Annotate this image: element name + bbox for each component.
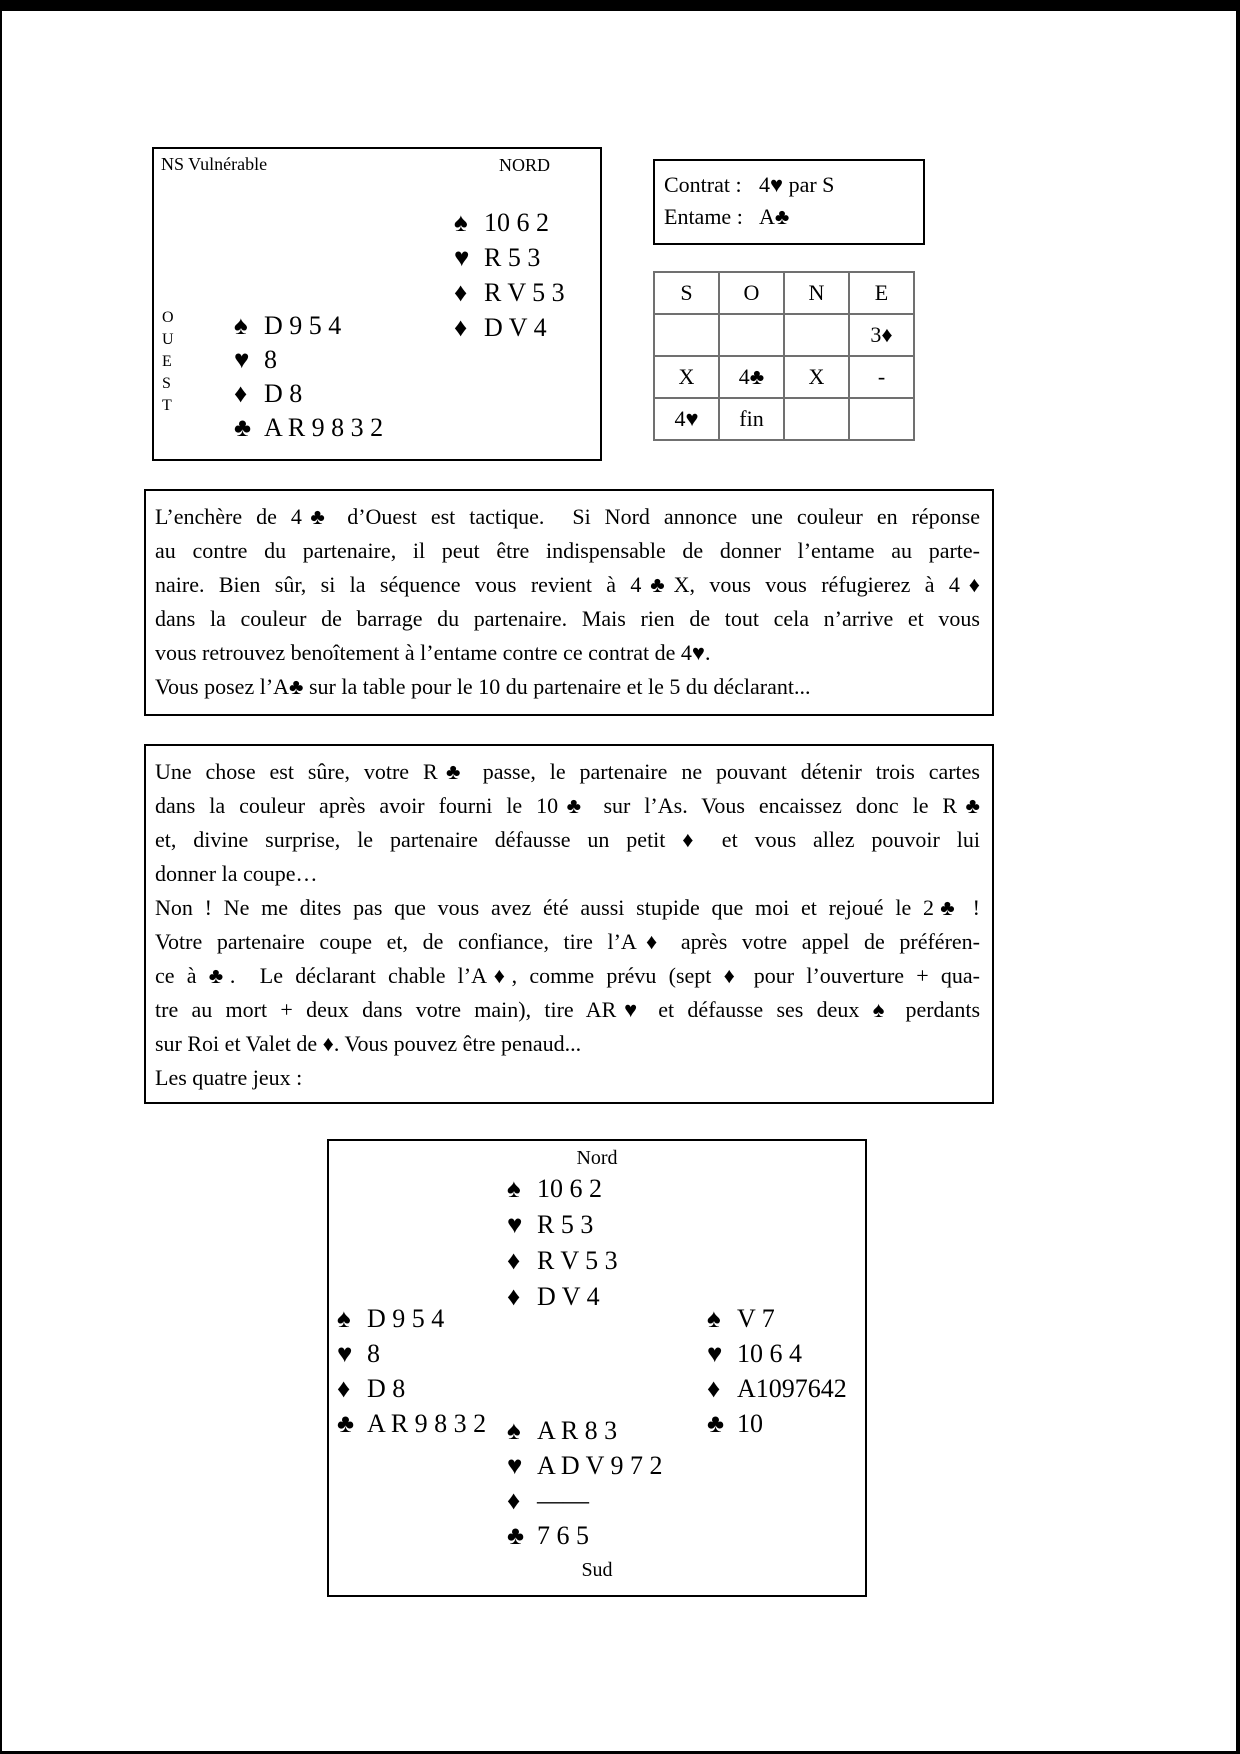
cards-text: R 5 3 — [537, 1210, 594, 1239]
bid-cell: 3♦ — [849, 314, 914, 356]
north-hand — [454, 205, 565, 345]
hand-line — [707, 1406, 847, 1441]
hand-line — [337, 1336, 486, 1371]
cards-text: 10 — [737, 1409, 763, 1438]
text-line: sur Roi et Valet de ♦. Vous pouvez être penaud... — [155, 1031, 582, 1056]
hand-line — [707, 1301, 847, 1336]
text-line: dans la couleur de barrage du partenaire. Mais rien de tout cela n’arrive et vous — [155, 606, 980, 631]
hand-line — [337, 1371, 486, 1406]
club-icon: ♣ — [337, 1409, 355, 1438]
spade-icon: ♠ — [454, 208, 468, 237]
bid-cell: 4♣ — [719, 356, 784, 398]
west-letter: T — [162, 397, 172, 414]
hand-line — [454, 205, 565, 240]
cards-text: A1097642 — [737, 1374, 847, 1403]
cards-text: R 5 3 — [484, 243, 541, 272]
club-icon: ♣ — [507, 1521, 525, 1550]
text-line: dans la couleur après avoir fourni le 10♣ sur l’As. Vous encaissez donc le R♣ — [155, 793, 980, 818]
text-line: Votre partenaire coupe et, de confiance, tire l’A♦ après votre appel de préféren- — [155, 929, 980, 954]
hand-line — [507, 1448, 662, 1483]
bidding-row — [654, 314, 914, 356]
hand-line — [507, 1483, 662, 1518]
heart-icon: ♥ — [507, 1451, 523, 1480]
text-line: vous retrouvez benoîtement à l’entame contre ce contrat de 4♥. — [155, 640, 711, 665]
bid-cell — [654, 314, 719, 356]
bid-cell: X — [784, 356, 849, 398]
hand-line — [507, 1279, 618, 1315]
hand-line — [234, 309, 383, 343]
bid-cell — [784, 398, 849, 440]
spade-icon: ♠ — [507, 1416, 521, 1445]
deal-south-label: Sud — [581, 1559, 613, 1581]
bid-header-north: N — [784, 272, 849, 314]
text-line: naire. Bien sûr, si la séquence vous revient à 4♣X, vous vous réfugierez à 4♦ — [155, 572, 980, 597]
heart-icon: ♥ — [507, 1210, 523, 1239]
diamond-icon: ♦ — [337, 1374, 351, 1403]
cards-text: 10 6 4 — [737, 1339, 802, 1368]
deal-east-hand — [707, 1301, 847, 1441]
west-letter: S — [162, 375, 171, 392]
text-line: donner la coupe… — [155, 861, 318, 886]
diamond-icon: ♦ — [507, 1246, 521, 1275]
spade-icon: ♠ — [234, 311, 248, 340]
vulnerability-label: NS Vulnérable — [161, 154, 268, 174]
club-icon: ♣ — [234, 413, 252, 442]
heart-icon: ♥ — [454, 243, 470, 272]
hand-line — [454, 275, 565, 310]
spade-icon: ♠ — [507, 1174, 521, 1203]
diamond-icon: ♦ — [507, 1486, 521, 1515]
cards-text: A R 8 3 — [537, 1416, 618, 1445]
bid-cell: fin — [719, 398, 784, 440]
commentary-paragraph-2 — [144, 744, 994, 1104]
hand-line — [337, 1301, 486, 1336]
bid-cell — [719, 314, 784, 356]
deal-south-hand — [507, 1413, 662, 1553]
hand-line — [337, 1406, 486, 1441]
deal-west-hand — [337, 1301, 486, 1441]
hand-line — [507, 1171, 618, 1207]
text-line: Non ! Ne me dites pas que vous avez été aussi stupide que moi et rejoué le 2♣ ! — [155, 895, 980, 920]
cards-text: V 7 — [737, 1304, 775, 1333]
hand-line — [507, 1518, 662, 1553]
heart-icon: ♥ — [234, 345, 250, 374]
hand-line — [707, 1371, 847, 1406]
hand-diagram-box — [152, 147, 602, 461]
cards-text: A R 9 8 3 2 — [264, 413, 384, 442]
cards-text: 8 — [264, 345, 277, 374]
hand-line — [234, 411, 383, 445]
contract-line — [664, 169, 923, 201]
bidding-row — [654, 356, 914, 398]
hand-line — [234, 343, 383, 377]
diamond-icon: ♦ — [507, 1282, 521, 1311]
contract-box — [653, 159, 925, 245]
heart-icon: ♥ — [707, 1339, 723, 1368]
text-line: Les quatre jeux : — [155, 1065, 303, 1090]
cards-text: 7 6 5 — [537, 1521, 589, 1550]
text-line: Vous posez l’A♣ sur la table pour le 10 du partenaire et le 5 du déclarant... — [155, 674, 811, 699]
bid-cell: 4♥ — [654, 398, 719, 440]
cards-text: —— — [537, 1486, 589, 1515]
cards-text: D V 4 — [484, 313, 547, 342]
west-hand — [234, 309, 383, 445]
diamond-icon: ♦ — [234, 379, 248, 408]
text-line: Une chose est sûre, votre R♣ passe, le partenaire ne pouvant détenir trois cartes — [155, 759, 980, 784]
heart-icon: ♥ — [337, 1339, 353, 1368]
text-line: au contre du partenaire, il peut être indispensable de donner l’entame au parte- — [155, 538, 980, 563]
bidding-table — [653, 271, 915, 441]
bid-header-east: E — [849, 272, 914, 314]
bid-cell — [784, 314, 849, 356]
cards-text: A D V 9 7 2 — [537, 1451, 663, 1480]
text-line: L’enchère de 4♣ d’Ouest est tactique. Si Nord annonce une couleur en réponse — [155, 504, 980, 529]
west-direction-label — [162, 307, 174, 417]
commentary-paragraph-1 — [144, 489, 994, 716]
cards-text: D 9 5 4 — [367, 1304, 445, 1333]
cards-text: 10 6 2 — [537, 1174, 602, 1203]
bidding-row — [654, 398, 914, 440]
hand-line — [707, 1336, 847, 1371]
cards-text: A R 9 8 3 2 — [367, 1409, 487, 1438]
cards-text: 8 — [367, 1339, 380, 1368]
west-letter: O — [162, 309, 174, 326]
hand-line — [234, 377, 383, 411]
lead-line — [664, 201, 923, 233]
cards-text: 10 6 2 — [484, 208, 549, 237]
bid-header-south: S — [654, 272, 719, 314]
west-letter: E — [162, 353, 172, 370]
hand-line — [507, 1413, 662, 1448]
cards-text: R V 5 3 — [484, 278, 565, 307]
deal-north-hand — [507, 1171, 618, 1315]
contract-value: 4♥ par S — [759, 172, 835, 197]
spade-icon: ♠ — [707, 1304, 721, 1333]
bid-cell: X — [654, 356, 719, 398]
text-line: ce à ♣. Le déclarant chable l’A♦, comme prévu (sept ♦ pour l’ouverture + qua- — [155, 963, 980, 988]
club-icon: ♣ — [707, 1409, 725, 1438]
bidding-header-row — [654, 272, 914, 314]
west-letter: U — [162, 331, 174, 348]
spade-icon: ♠ — [337, 1304, 351, 1333]
diamond-icon: ♦ — [454, 278, 468, 307]
cards-text: D 9 5 4 — [264, 311, 342, 340]
hand-line — [454, 310, 565, 345]
bid-cell: - — [849, 356, 914, 398]
lead-label: Entame : — [664, 204, 743, 229]
lead-value: A♣ — [759, 204, 790, 229]
hand-line — [507, 1207, 618, 1243]
hand-line — [507, 1243, 618, 1279]
text-line: tre au mort + deux dans votre main), tire AR♥ et défausse ses deux ♠ perdants — [155, 997, 980, 1022]
bid-cell — [849, 398, 914, 440]
contract-label: Contrat : — [664, 172, 742, 197]
cards-text: D 8 — [264, 379, 303, 408]
diamond-icon: ♦ — [454, 313, 468, 342]
text-line: et, divine surprise, le partenaire défausse un petit ♦ et vous allez pouvoir lui — [155, 827, 980, 852]
diamond-icon: ♦ — [707, 1374, 721, 1403]
north-direction-label: NORD — [499, 155, 551, 175]
bid-header-west: O — [719, 272, 784, 314]
cards-text: D 8 — [367, 1374, 406, 1403]
hand-line — [454, 240, 565, 275]
full-deal-box — [327, 1139, 867, 1597]
deal-north-label: Nord — [576, 1147, 618, 1169]
cards-text: D V 4 — [537, 1282, 600, 1311]
cards-text: R V 5 3 — [537, 1246, 618, 1275]
